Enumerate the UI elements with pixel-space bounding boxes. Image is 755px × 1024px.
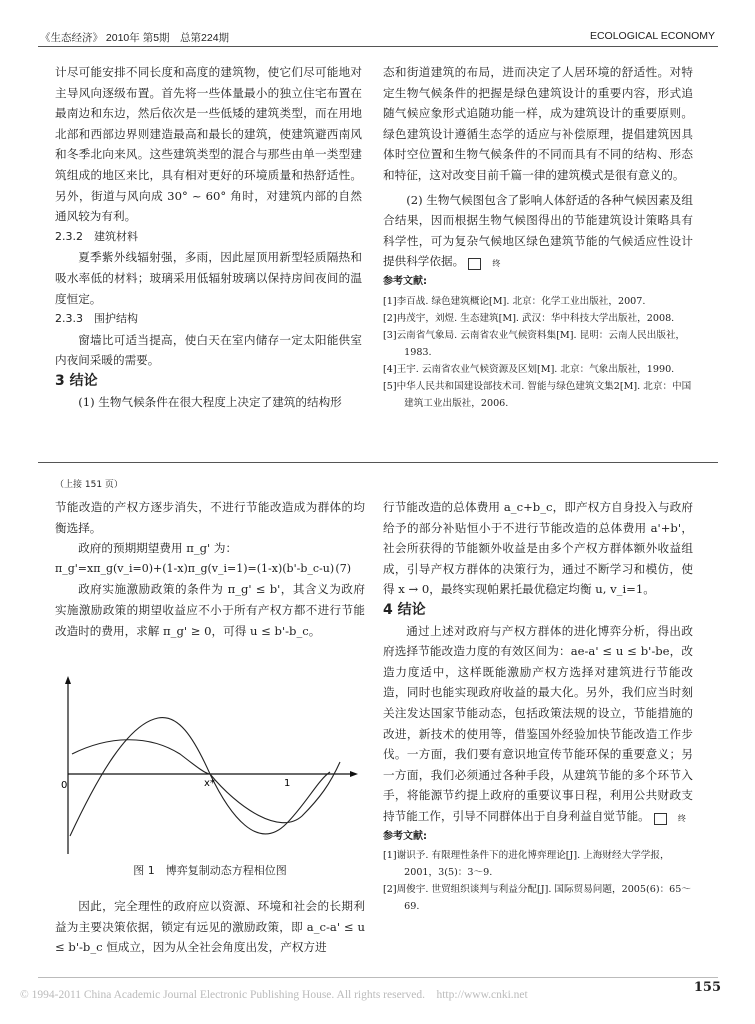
paragraph: (2) 生物气候图包含了影响人体舒适的各种气候因素及组合结果，因而根据生物气候图得出的节能建筑设计策略具有科学性，可为复杂气候地区绿色建筑节能的气候适应性设计提供科学依据。 终: [383, 192, 693, 269]
journal-header-english: ECOLOGICAL ECONOMY: [589, 30, 715, 42]
reference-item: [4]王宇. 云南省农业气候资源及区划[M]. 北京：气象出版社，1990.: [383, 363, 675, 375]
section-heading-2-3-2: 2.3.2 建筑材料: [55, 229, 138, 243]
reference-item: [2]冉茂宇，刘煜. 生态建筑[M]. 武汉：华中科技大学出版社，2008.: [383, 312, 675, 324]
curve-a: [70, 718, 330, 836]
paragraph: 窗墙比可适当提高，使白天在室内储存一定太阳能供室内夜间采暖的需要。: [55, 332, 362, 368]
paragraph: (1) 生物气候条件在很大程度上决定了建筑的结构形: [78, 394, 342, 409]
reference-item: [1]谢识予. 有限理性条件下的进化博弈理论[J]. 上海财经大学学报，2001，3(5)：3～9.: [383, 850, 670, 879]
journal-header: 《生态经济》 2010年 第5期 总第224期: [40, 32, 230, 44]
paragraph: 政府的预期期望费用 π_g' 为：: [78, 541, 238, 556]
references-title: 参考文献:: [383, 275, 427, 287]
section-heading-conclusion: 3 结论: [55, 372, 98, 389]
paragraph: 夏季紫外线辐射强，多雨，因此屋顶用新型轻质隔热和吸水率低的材料；玻璃采用低辐射玻璃以保持房间夜间的温度恒定。: [55, 250, 362, 306]
references-list: [383, 293, 693, 412]
equilibrium-label: x*: [204, 778, 215, 789]
continued-note: （上接 151 页）: [55, 480, 123, 490]
bottom-left-column-end: [55, 896, 365, 958]
paragraph: 因此，完全理性的政府应以资源、环境和社会的长期利益为主要决策依据，锁定有远见的激励政策，即 a_c-a' ≤ u ≤ b'-b_c 恒成立，因为从全社会角度出发，产权方进: [55, 899, 365, 955]
paragraph: 通过上述对政府与产权方群体的进化博弈分析，得出政府选择节能改造力度的有效区间为：ae-a' ≤ u ≤ b'-be，改造力度适中，这样既能激励产权方选择对建筑进行节能改造，同时也能实现政府收益的最大化。另外，我们应当时刻关注发达国家节能动态，包括政策法规的设立，节能措施的改进，新技术的使用等，借鉴国外经验加快节能改造工作步伐。一方面，我们要有意识地宣传节能环保的重要意义；另一方面，我们必须通过各种手段，从建筑节能的多个环节入手，将能源节约提上政府的重要议事日程，利用公共财政支持节能工作，引导不同群体出于自身利益自觉节能。 终: [383, 623, 693, 823]
header-rule: [38, 46, 718, 47]
bottom-left-column: [55, 497, 365, 641]
end-mark-icon: 终: [654, 813, 667, 825]
one-label: 1: [284, 778, 291, 789]
y-axis-arrow-icon: [65, 676, 71, 684]
bottom-right-column: [383, 497, 693, 915]
x-axis-arrow-icon: [350, 771, 358, 777]
paragraph: 态和街道建筑的布局，进而决定了人居环境的舒适性。对特定生物气候条件的把握是绿色建筑设计的重要内容，形式追随气候应象形式追随功能一样，成为建筑设计的重要原则。绿色建筑设计遵循生态学的适应与补偿原理，提倡建筑因具体时空位置和生物气候条件的不同而具有不同的结构、形态和特征，这对改变目前千篇一律的建筑模式是很有意义的。: [383, 65, 693, 182]
equation-7: [55, 559, 365, 580]
paragraph: 计尽可能安排不同长度和高度的建筑物，使它们尽可能地对主导风向逐级布置。首先将一些体量最小的独立住宅布置在最南边和东边，然后依次是一些低矮的建筑类型，而在用地北部和西部边界则建造最高和最长的建筑，使建筑避西南风和冬季北向来风。这些建筑类型的混合与那些由单一类型建筑组成的地区来比，具有相对更好的环境质量和热舒适性。另外，街道与风向成 30° ~ 60° 角时，对建筑内部的自然通风较为有利。: [55, 65, 362, 224]
section-heading-2-3-3: 2.3.3 围护结构: [55, 312, 138, 326]
copyright-notice: © 1994-2011 China Academic Journal Electronic Publishing House. All rights reserved. http://www.cnki.net: [20, 989, 528, 1001]
reference-item: [5]中华人民共和国建设部技术司. 智能与绿色建筑文集2[M]. 北京：中国建筑工业出版社，2006.: [383, 380, 692, 409]
figure-caption: 图 1 博弈复制动态方程相位图: [133, 864, 287, 877]
top-left-column: [55, 62, 362, 412]
origin-label: 0: [61, 780, 68, 791]
paragraph: 行节能改造的总体费用 a_c+b_c，即产权方自身投入与政府给予的部分补贴恒小于不进行节能改造的总体费用 a'+b'，社会所获得的节能额外收益是由多个产权方群体额外收益组成，引导产权方群体的决策行为，通过不断学习和模仿，使得 x → 0，最终实现帕累托最优稳定均衡 u, v_i=1。: [383, 500, 693, 597]
references-title: 参考文献:: [383, 830, 427, 842]
reference-item: [1]李百战. 绿色建筑概论[M]. 北京：化学工业出版社，2007.: [383, 295, 646, 307]
reference-item: [3]云南省气象局. 云南省农业气候资料集[M]. 昆明：云南人民出版社，1983.: [383, 329, 686, 358]
equation-number: (7): [335, 561, 351, 575]
top-right-column: [383, 62, 693, 412]
section-heading-conclusion: 4 结论: [383, 601, 426, 618]
references-list: [383, 847, 693, 915]
article-divider: [38, 462, 718, 463]
equation-body: π_g'=xπ_g(v_i=0)+(1-x)π_g(v_i=1)=(1-x)(b'-b_c-u): [55, 561, 335, 575]
page-number: 155: [693, 980, 721, 995]
footer-rule: [38, 977, 718, 978]
phase-diagram-figure: [58, 676, 358, 854]
end-mark-icon: 终: [468, 258, 481, 270]
paragraph: 政府实施激励政策的条件为 π_g' ≤ b'，其含义为政府实施激励政策的期望收益应不小于所有产权方都不进行节能改造时的费用，求解 π_g' ≥ 0，可得 u ≤ b'-b_c。: [55, 582, 365, 638]
reference-item: [2]周俊宇. 世贸组织谈判与利益分配[J]. 国际贸易问题，2005(6)：65～69.: [383, 884, 691, 913]
paragraph: 节能改造的产权方逐步消失，不进行节能改造成为群体的均衡选择。: [55, 500, 365, 535]
